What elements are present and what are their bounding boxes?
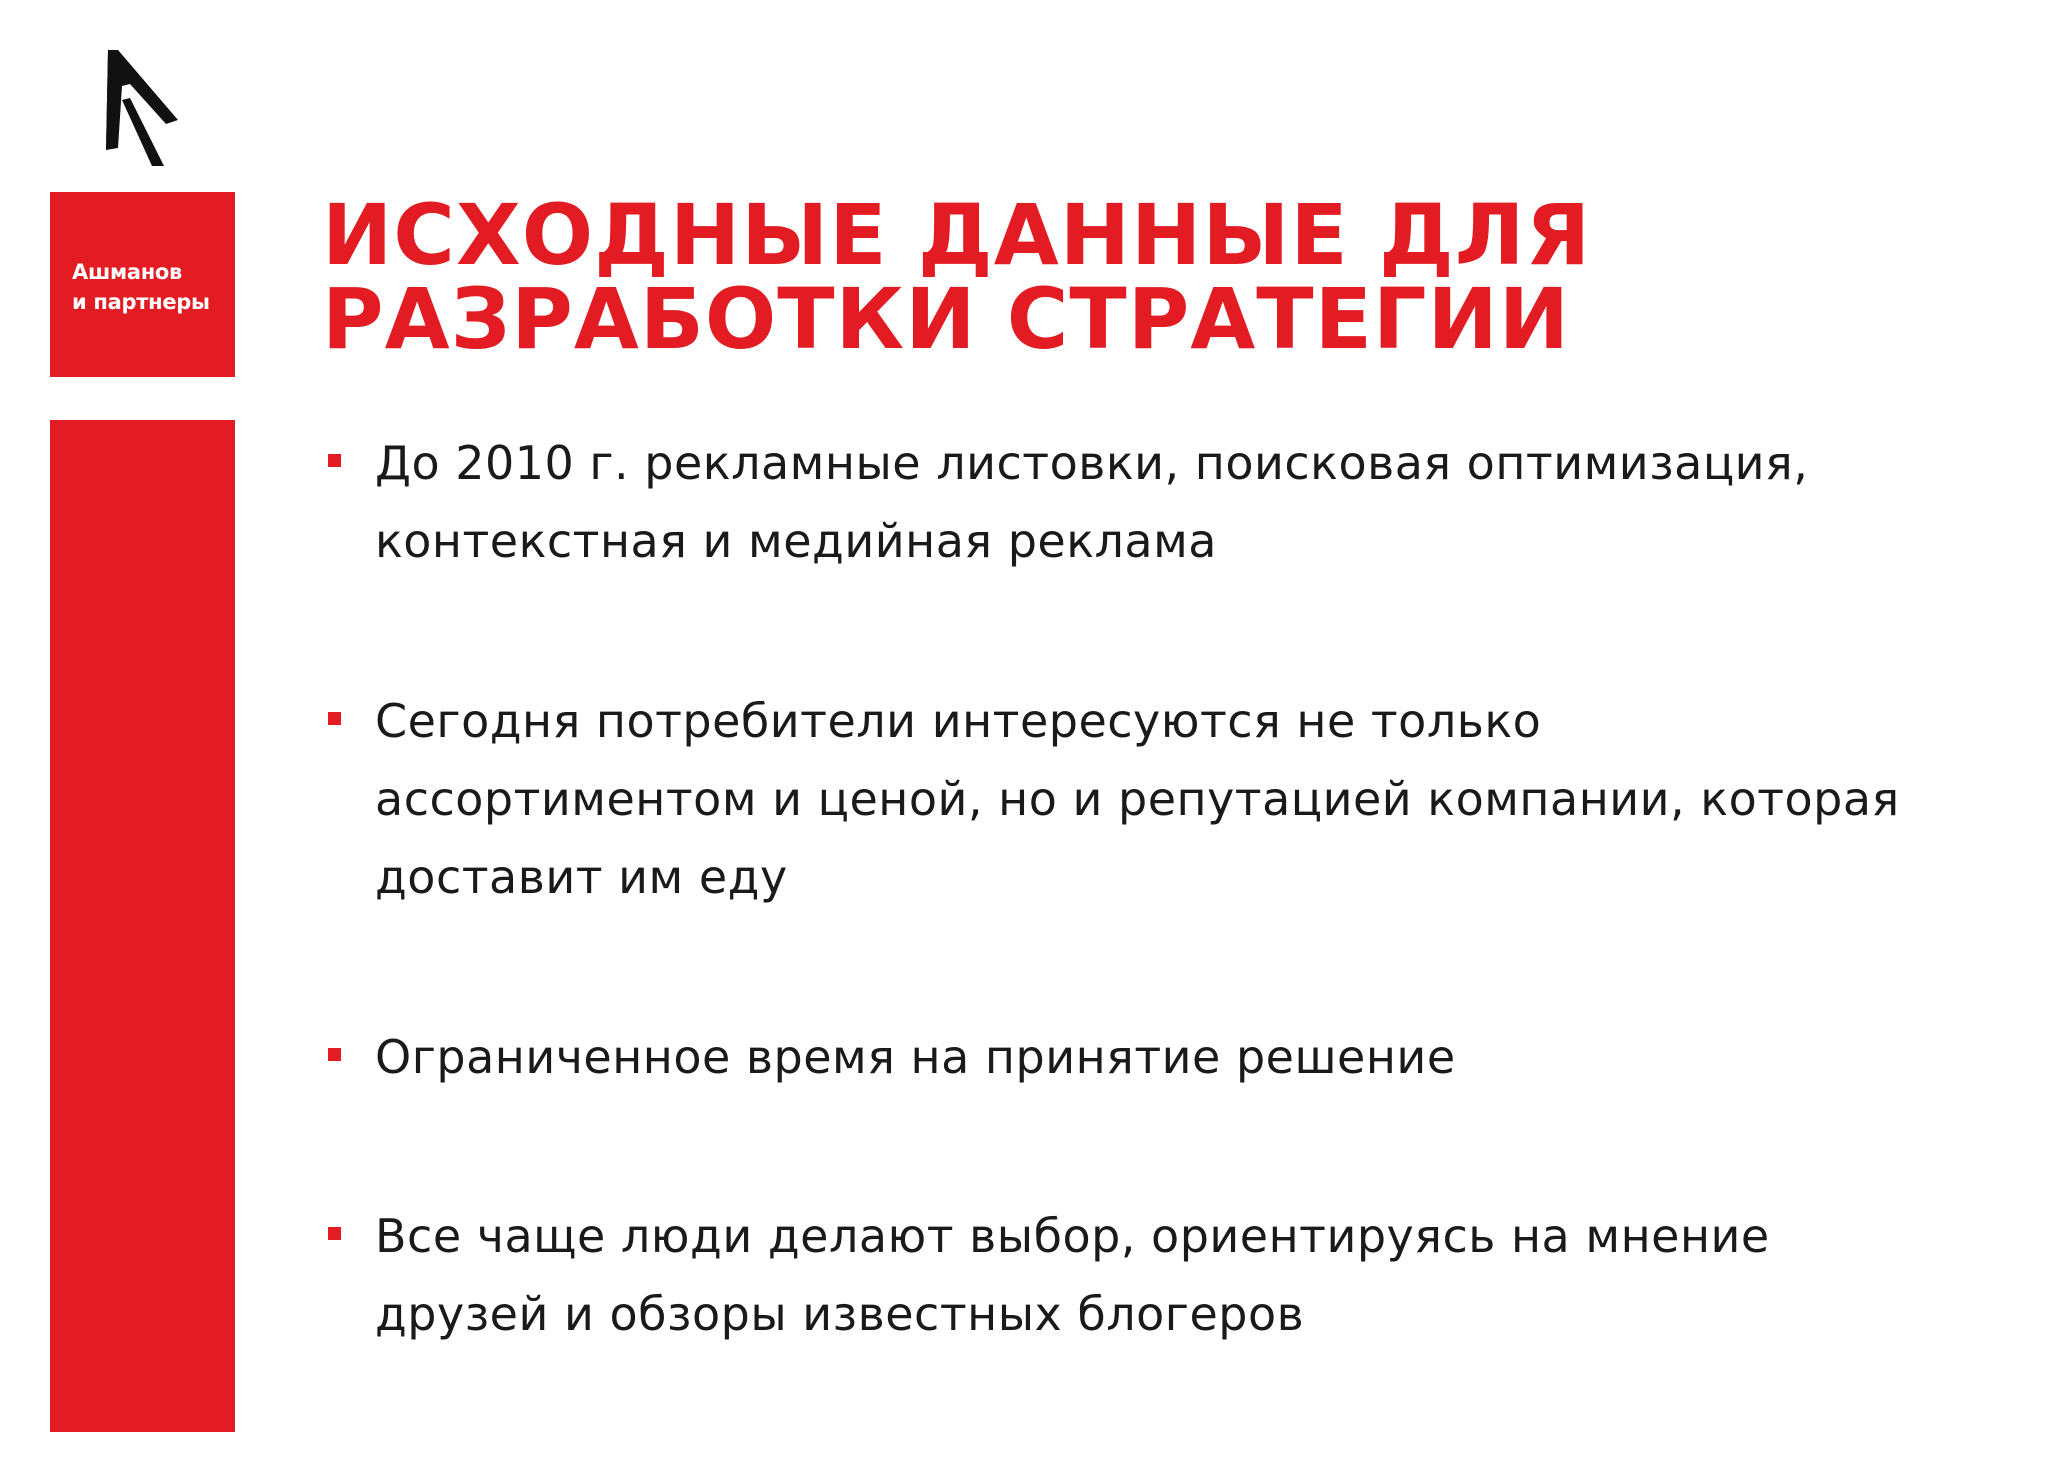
bullet-marker-icon xyxy=(328,1227,341,1240)
bullet-text xyxy=(375,1018,2015,1096)
bullet-line: Ограниченное время на принятие решение xyxy=(375,1030,1456,1084)
bullet-line: доставит им еду xyxy=(375,850,788,904)
bullet-line: Все чаще люди делают выбор, ориентируясь на мнение xyxy=(375,1209,1770,1263)
bullet-line: контекстная и медийная реклама xyxy=(375,514,1217,568)
brand-logo-box xyxy=(50,192,235,377)
bullet-line: ассортиментом и ценой, но и репутацией компании, которая xyxy=(375,772,1900,826)
bullet-text xyxy=(375,1197,2015,1353)
bullet-line: Сегодня потребители интересуются не только xyxy=(375,694,1542,748)
bullet-line: друзей и обзоры известных блогеров xyxy=(375,1287,1305,1341)
brand-name xyxy=(72,257,210,317)
bullet-text xyxy=(375,424,2015,580)
bullet-marker-icon xyxy=(328,712,341,725)
slide-title-line-1: ИСХОДНЫЕ ДАННЫЕ ДЛЯ xyxy=(322,186,1592,284)
bullet-marker-icon xyxy=(328,1048,341,1061)
slide-title-line-2: РАЗРАБОТКИ СТРАТЕГИИ xyxy=(322,270,1571,368)
bullet-text xyxy=(375,682,2015,916)
bullet-marker-icon xyxy=(328,454,341,467)
decorative-side-bar xyxy=(50,420,235,1432)
slide-title xyxy=(322,186,1972,368)
brand-name-line-1: Ашманов xyxy=(72,260,183,284)
stylized-letter-a-logo-icon xyxy=(100,48,180,166)
brand-name-line-2: и партнеры xyxy=(72,290,210,314)
bullet-line: До 2010 г. рекламные листовки, поисковая оптимизация, xyxy=(375,436,1809,490)
